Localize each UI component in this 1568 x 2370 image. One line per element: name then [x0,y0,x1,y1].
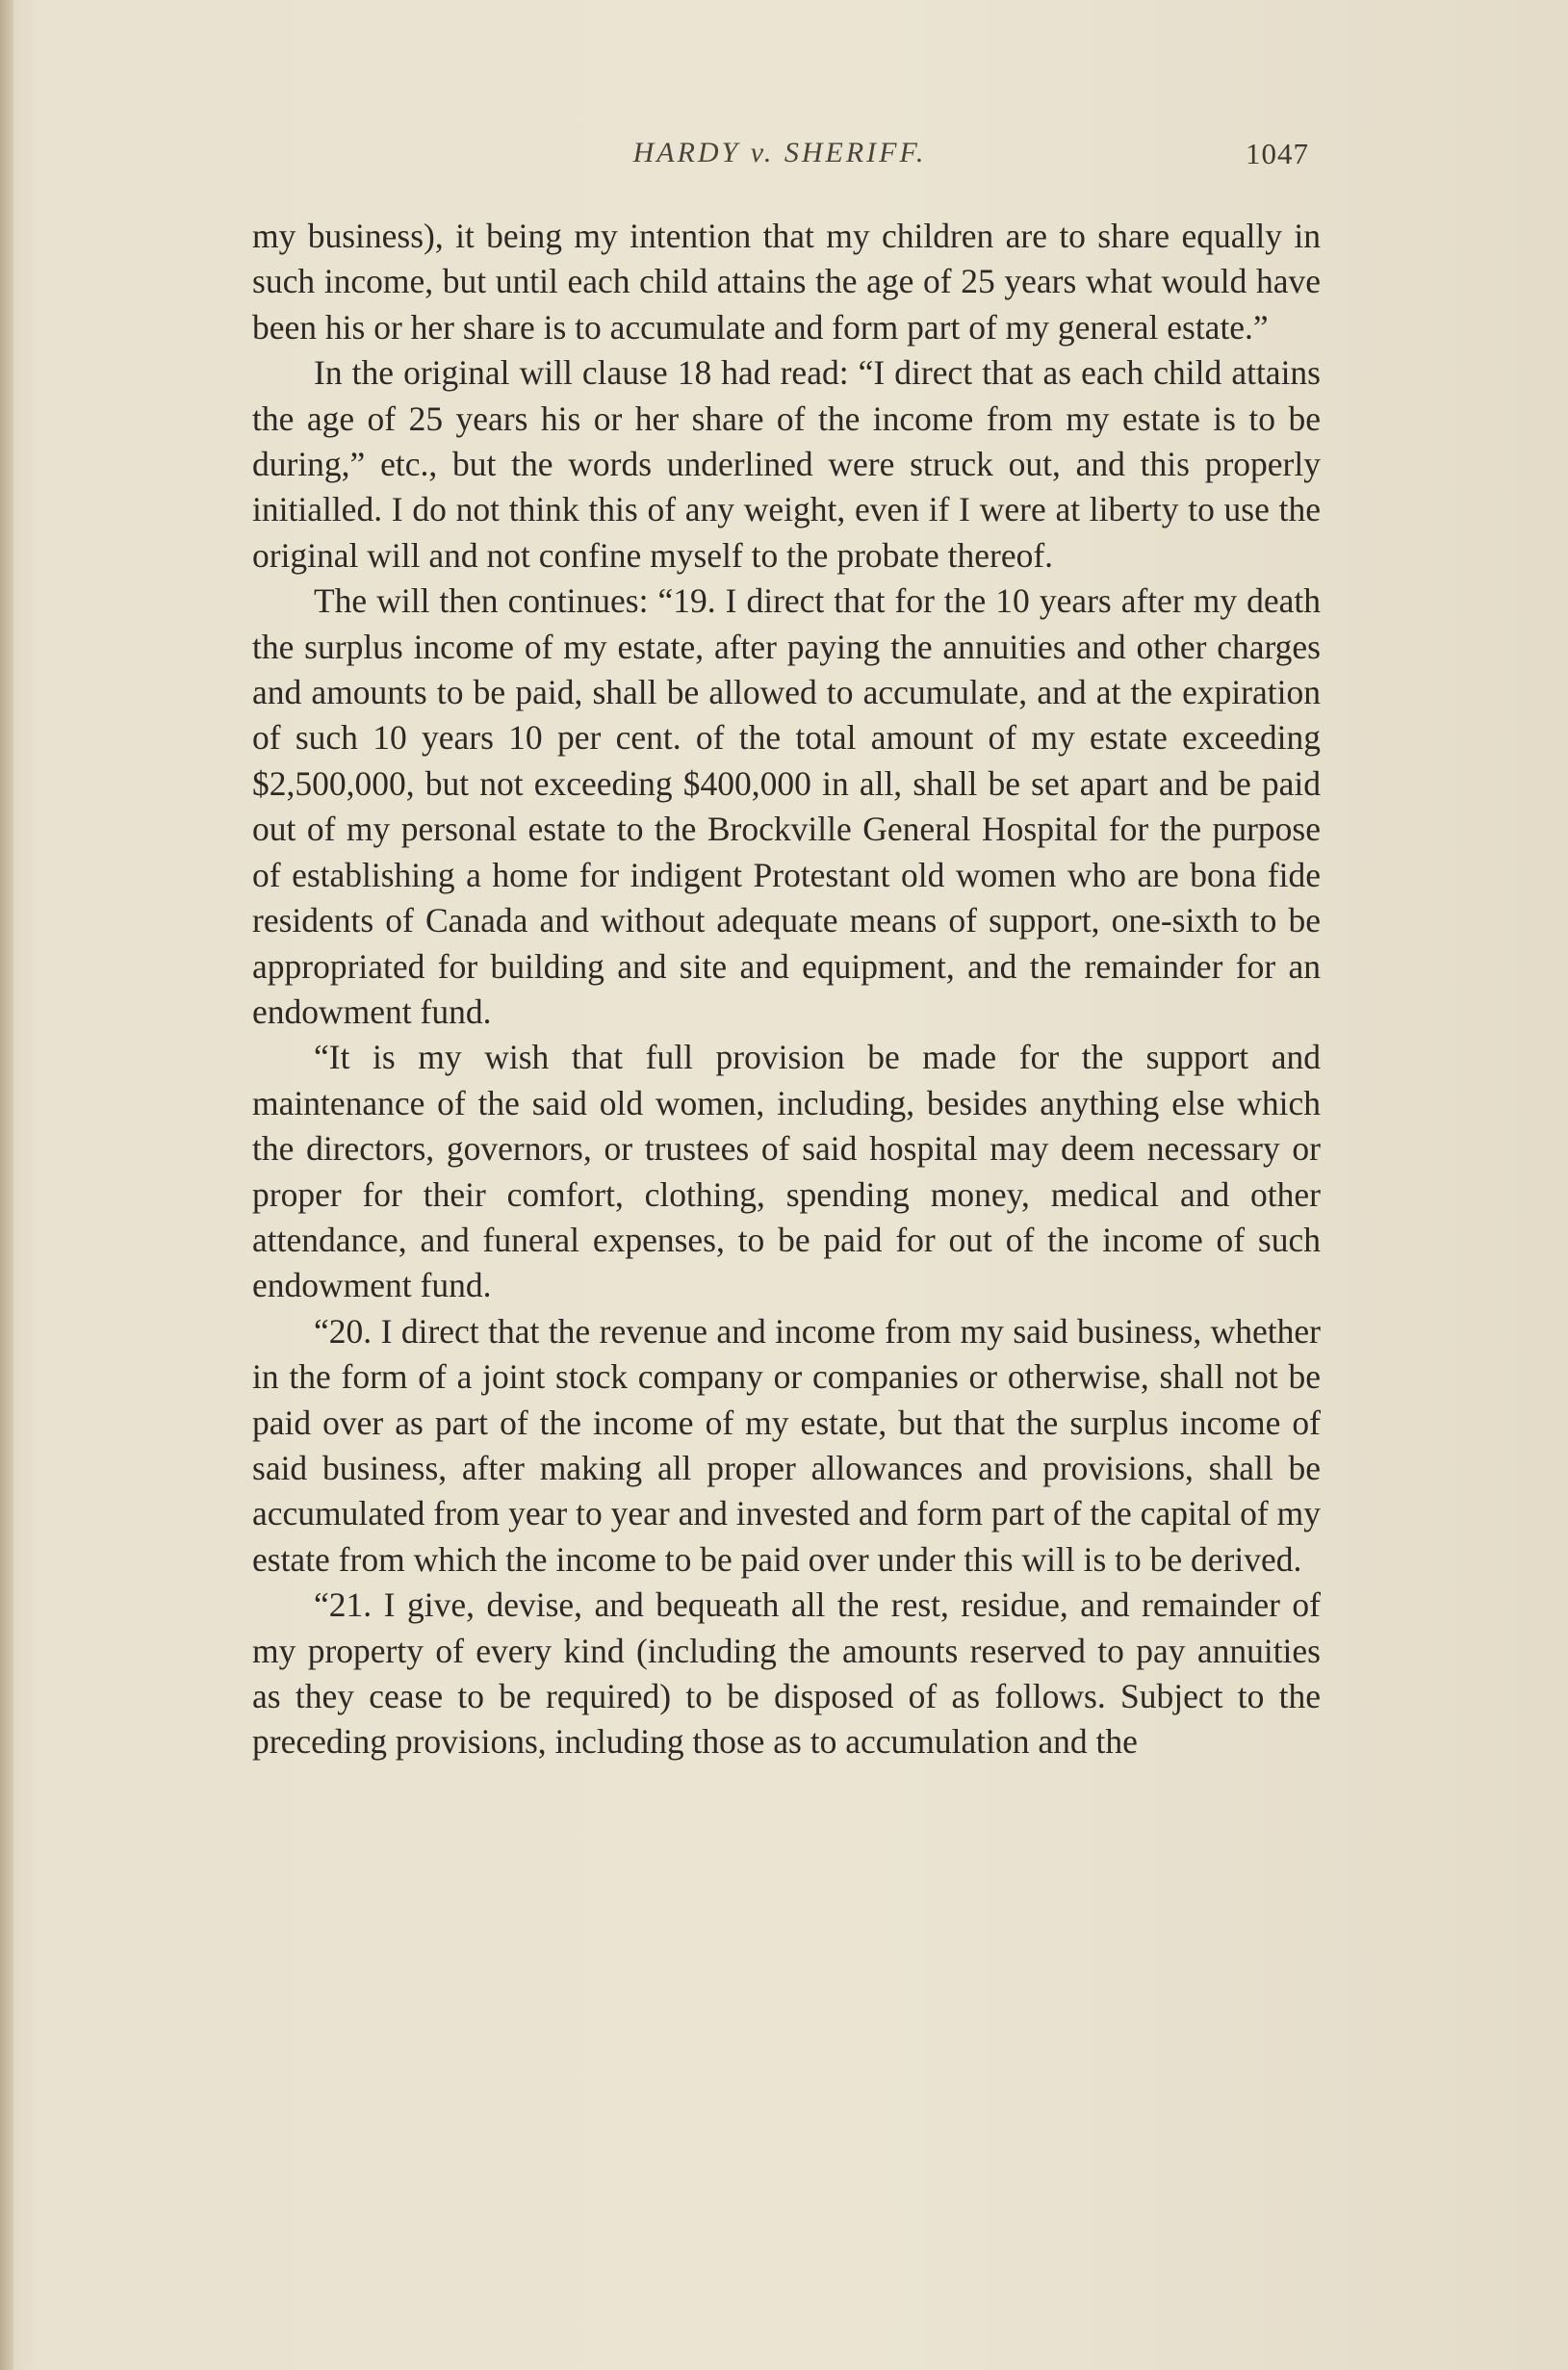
running-head: HARDY v. SHERIFF. [632,137,927,168]
paragraph-clause-20: “20. I direct that the revenue and income from my said business, whether in the form of a joint stock company or companies or otherwise, shall not be paid over as part of the income of my estate, but that the surplus income of said business, after making all proper allowances and provisions, shall be accumulated from year to year and invested and form part of the capital of my estate from which the income to be paid over under this will is to be derived. [252,1311,1321,1579]
page-number: 1047 [1246,137,1309,170]
page-binding-edge [0,0,13,2370]
paragraph-clause-19: The will then continues: “19. I direct that for the 10 years after my death the surplus income of my estate, after paying the annuities and other charges and amounts to be paid, shall be allowed to accumulate, and at the expiration of such 10 years 10 per cent. of the total amount of my estate exceeding $2,500,000, but not exceeding $400,000 in all, shall be set apart and be paid out of my personal estate to the Brockville General Hospital for the purpose of establishing a home for indigent Protestant old women who are bona fide residents of Canada and without adequate means of support, one-sixth to be appropriated for building and site and equipment, and the remainder for an endowment fund. [252,581,1321,1031]
paragraph-provision-wish: “It is my wish that full provision be made for the support and maintenance of the said old women, including, besides anything else which the directors, governors, or trustees of said hospital may deem necessary or proper for their comfort, clothing, spending money, medical and other attendance, and funeral expenses, to be paid for out of the income of such endowment fund. [252,1038,1321,1305]
paragraph-continued: my business), it being my intention that my children are to share equally in such income, but until each child attains the age of 25 years what would have been his or her share is to accumulate and form part of my general estate.” [252,217,1321,347]
page-body [252,214,1321,1765]
paragraph-original-will: In the original will clause 18 had read: “I direct that as each child attains the age of 25 years his or her share of the income from my estate is to be during,” etc., but the words underlined were struck out, and this properly initialled. I do not think this of any weight, even if I were at liberty to use the original will and not confine myself to the probate thereof. [252,353,1321,575]
page-header [250,137,1309,175]
paragraph-clause-21: “21. I give, devise, and bequeath all the rest, residue, and remainder of my property of every kind (including the amounts reserved to pay annuities as they cease to be required) to be disposed of as follows. Subject to the preceding provisions, including those as to accumulation and the [252,1585,1321,1762]
